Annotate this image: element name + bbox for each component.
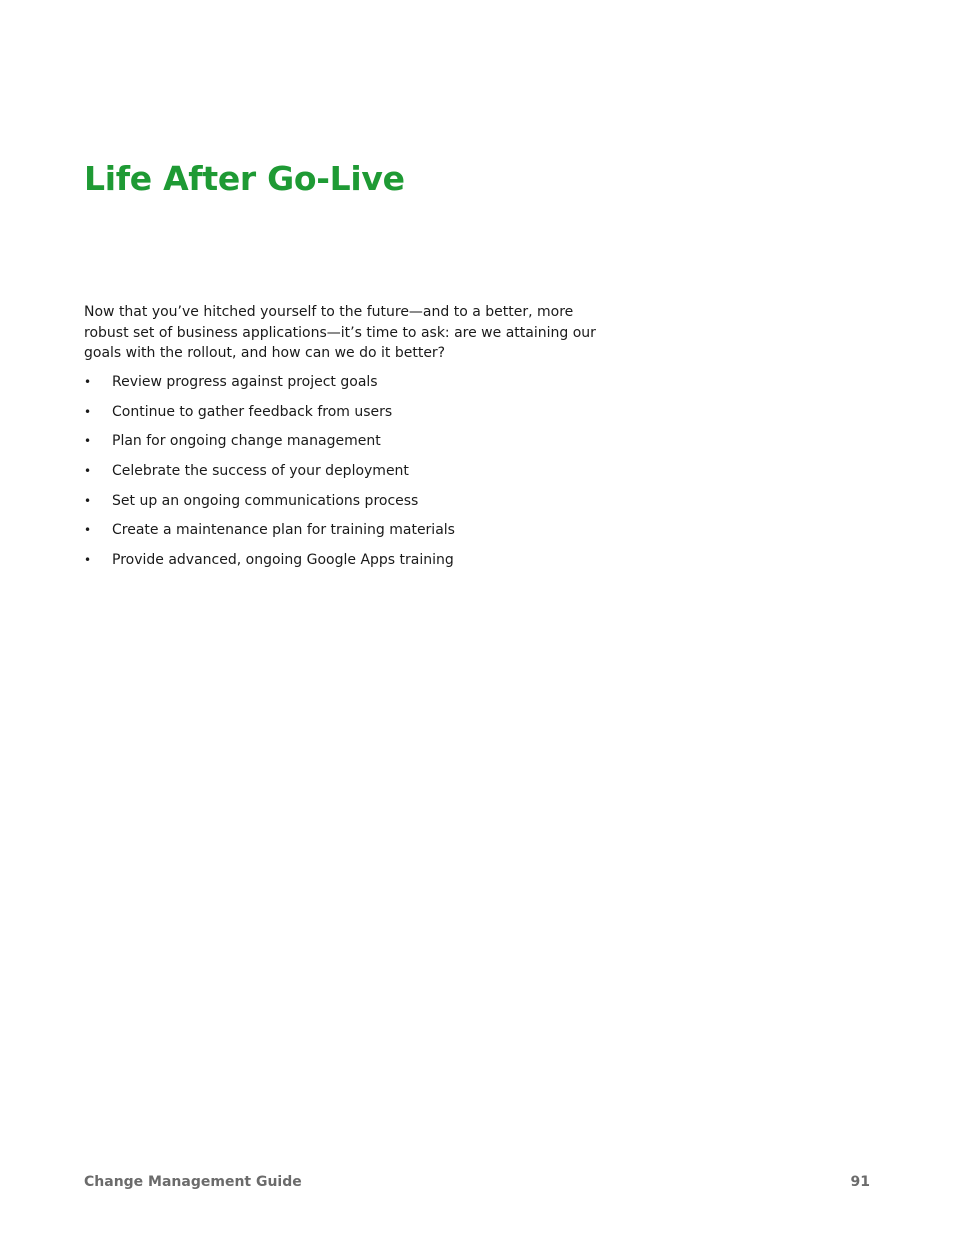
list-item-text: Set up an ongoing communications process	[112, 492, 419, 509]
bullet-icon: •	[84, 375, 92, 389]
bullet-icon: •	[84, 493, 92, 508]
bullet-list	[84, 372, 684, 580]
list-item-text: Review progress against project goals	[112, 374, 378, 390]
bullet-icon: •	[84, 434, 92, 449]
list-item-text: Create a maintenance plan for training materials	[112, 522, 455, 539]
list-item	[84, 372, 684, 402]
list-item	[84, 402, 684, 432]
list-item-text: Plan for ongoing change management	[112, 433, 381, 450]
list-item	[84, 491, 684, 521]
list-item-text: Celebrate the success of your deployment	[112, 463, 409, 480]
bullet-icon: •	[84, 553, 92, 568]
list-item	[84, 550, 684, 580]
intro-paragraph: Now that you’ve hitched yourself to the future—and to a better, more robust set of business applications—it’s time to ask: are we attaining our goals with the rollout, and how can we do it better?	[84, 304, 596, 361]
list-item	[84, 431, 684, 461]
footer-page-number: 91	[850, 1174, 870, 1190]
page-title: Life After Go-Live	[84, 159, 405, 198]
list-item-text: Provide advanced, ongoing Google Apps training	[112, 552, 454, 569]
list-item	[84, 520, 684, 550]
bullet-icon: •	[84, 464, 92, 479]
footer-document-title: Change Management Guide	[84, 1174, 302, 1190]
bullet-icon: •	[84, 404, 92, 419]
list-item-text: Continue to gather feedback from users	[112, 403, 393, 420]
list-item	[84, 461, 684, 491]
bullet-icon: •	[84, 523, 92, 538]
